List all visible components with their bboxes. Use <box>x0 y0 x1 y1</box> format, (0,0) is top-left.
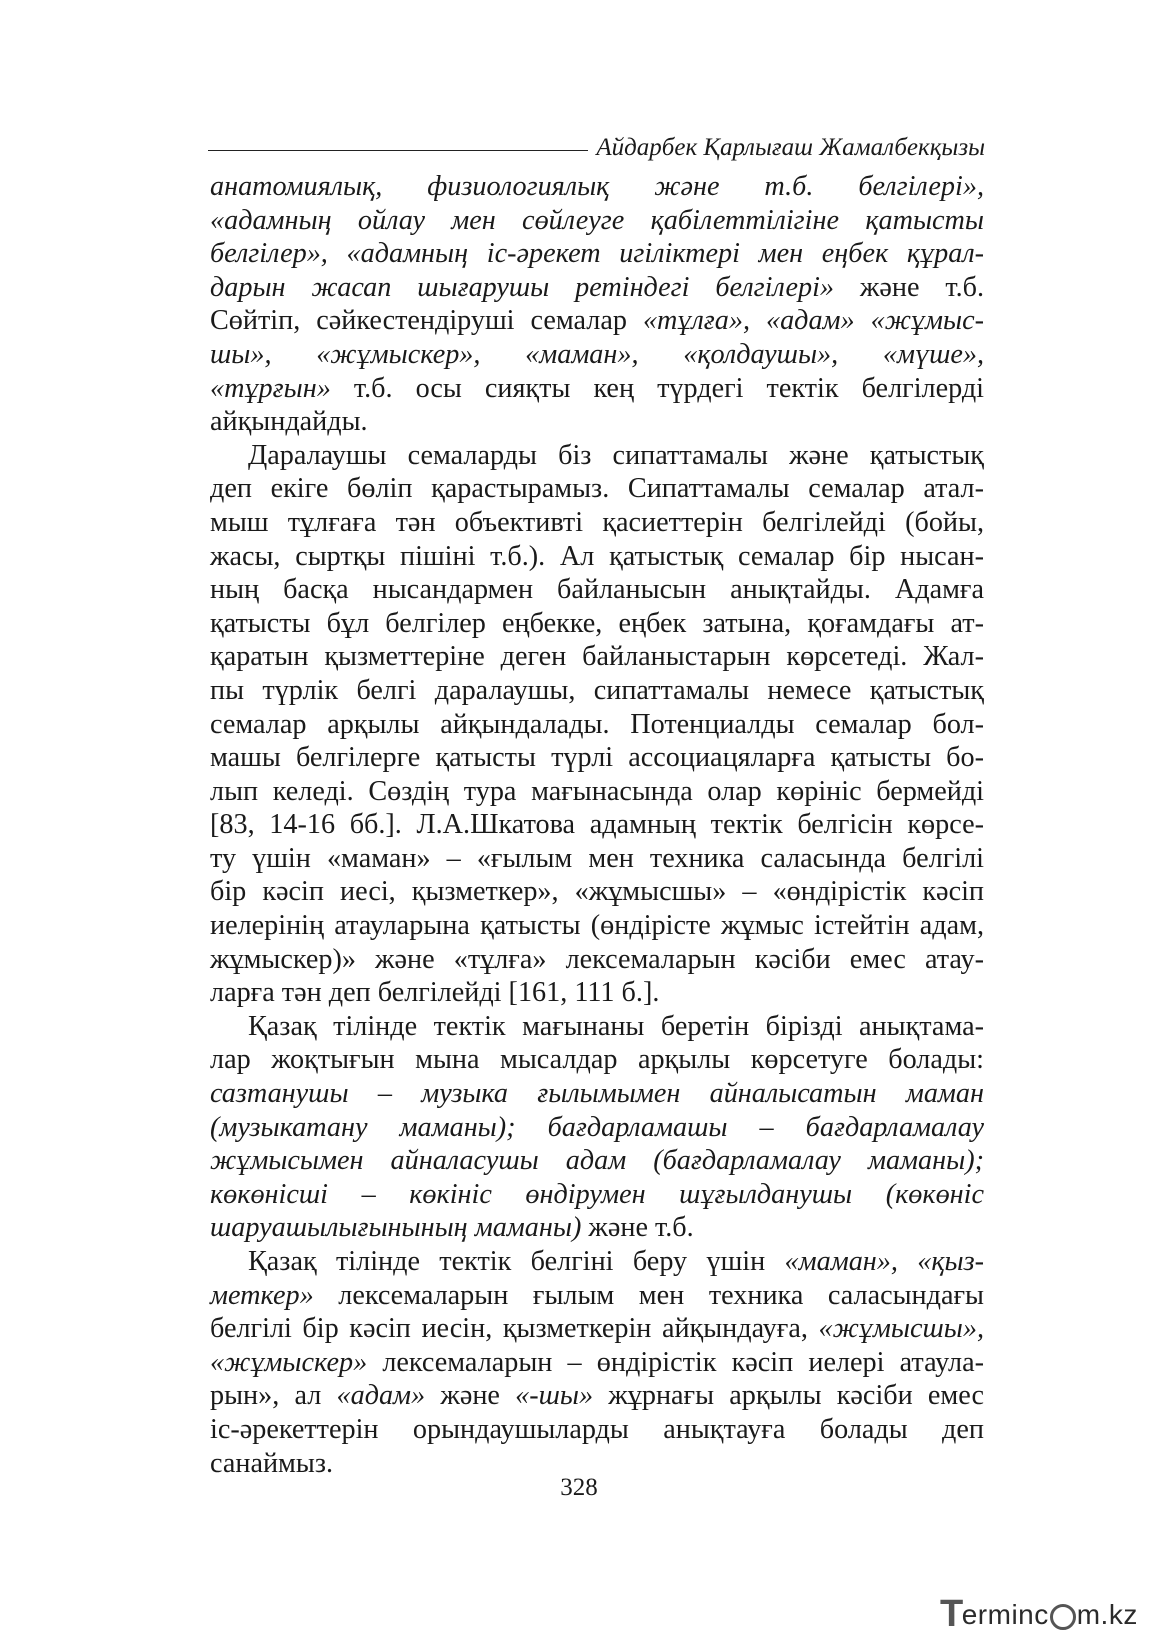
text-run: т.б. осы сияқты кең түрдегі тектік белгілерді <box>330 372 984 404</box>
italic-text: «тұрғын» <box>210 372 331 404</box>
italic-text: шы», «жұмыскер», «маман», «қолдаушы», «мүше», <box>210 338 984 370</box>
text-run: санаймыз. <box>210 1447 334 1479</box>
text-line <box>210 573 984 607</box>
watermark-letter-t: T <box>940 1593 964 1635</box>
text-run: лар жоқтығын мына мысалдар арқылы көрсетуге болады: <box>210 1044 984 1076</box>
watermark-text-middle: erminc <box>961 1598 1049 1630</box>
italic-text: анатомиялық, физиологиялық және т.б. белгілері», <box>210 171 984 202</box>
watermark-text-end: m.kz <box>1076 1598 1138 1630</box>
text-line <box>210 1010 984 1044</box>
running-header <box>208 134 985 162</box>
italic-text: сазтанушы – музыка ғылымымен айналысатын маман <box>210 1078 984 1110</box>
text-run: лексемаларын – өндірістік кәсіп иелері атаула- <box>367 1346 984 1378</box>
text-run: қатысты бұл белгілер еңбекке, еңбек затына, қоғамдағы ат- <box>210 607 984 639</box>
text-run: Қазақ тілінде тектік мағынаны беретін бірізді анықтама- <box>248 1010 984 1042</box>
italic-text: (музыкатану маманы); бағдарламашы – бағдарламалау <box>210 1111 984 1143</box>
text-line <box>210 943 984 977</box>
text-line <box>210 1211 984 1245</box>
text-run: ту үшін «маман» – «ғылым мен техника саласында белгілі <box>210 842 984 874</box>
text-run: айқындайды. <box>210 406 368 438</box>
paragraph-2 <box>210 439 984 1010</box>
text-run: жұмыскер)» және «тұлға» лексемаларын кәсіби емес атау- <box>210 943 984 975</box>
italic-text: белгілер», «адамның іс-әрекет игіліктері мен еңбек құрал- <box>210 238 984 270</box>
text-run: қаратын қызметтеріне деген байланыстарын көрсетеді. Жал- <box>210 641 984 673</box>
italic-text: «жұмыскер» <box>210 1346 368 1378</box>
text-line <box>210 1312 984 1346</box>
text-line <box>210 976 984 1010</box>
text-line <box>210 540 984 574</box>
page-number: 328 <box>560 1474 598 1501</box>
paragraph-1 <box>210 170 984 439</box>
text-line <box>210 204 984 238</box>
text-run: семалар арқылы айқындалады. Потенциалды семалар бол- <box>210 708 984 740</box>
text-run: мыш тұлғаға тән объективті қасиеттерін белгілейді (бойы, <box>210 506 984 538</box>
text-run: және т.б. <box>581 1212 694 1244</box>
text-line <box>210 472 984 506</box>
text-run: және т.б. <box>834 271 985 303</box>
text-run: жұрнағы арқылы кәсіби емес <box>593 1380 984 1412</box>
text-line <box>210 271 984 305</box>
italic-text: «жұмысшы», <box>818 1313 984 1345</box>
text-run: ның басқа нысандармен байланысын анықтайды. Адамға <box>210 574 984 606</box>
body-text <box>210 170 984 1480</box>
text-line <box>210 1379 984 1413</box>
text-run: машы белгілерге қатысты түрлі ассоциацяларға қатысты бо- <box>210 742 984 774</box>
paragraph-4 <box>210 1245 984 1480</box>
text-run: лып келеді. Сөздің тура мағынасында олар көрініс бермейді <box>210 775 984 807</box>
text-line <box>210 1043 984 1077</box>
text-line <box>210 1111 984 1145</box>
header-author: Айдарбек Қарлығаш Жамалбекқызы <box>596 134 985 161</box>
text-line <box>210 304 984 338</box>
text-run: деп екіге бөліп қарастырамыз. Сипаттамалы семалар атал- <box>210 473 984 505</box>
text-line <box>210 170 984 204</box>
text-line <box>210 640 984 674</box>
text-run: ларға тән деп белгілейді [161, 111 б.]. <box>210 977 660 1009</box>
text-run: рын», ал <box>210 1380 337 1412</box>
header-rule <box>208 150 588 151</box>
text-run: лексемаларын ғылым мен техника саласындағы <box>313 1279 984 1311</box>
text-run: Сөйтіп, сәйкестендіруші семалар <box>210 305 643 337</box>
text-line <box>210 1245 984 1279</box>
text-line <box>210 506 984 540</box>
paragraph-3 <box>210 1010 984 1245</box>
magnifier-icon <box>1050 1604 1076 1630</box>
italic-text: «-шы» <box>515 1380 594 1412</box>
text-line <box>210 1413 984 1447</box>
italic-text: жұмысымен айналасушы адам (бағдарламалау маманы); <box>210 1145 984 1177</box>
text-line <box>210 1279 984 1313</box>
text-run: жасы, сыртқы пішіні т.б.). Ал қатыстық семалар бір нысан- <box>210 540 984 572</box>
text-run: Қазақ тілінде тектік белгіні беру үшін <box>248 1246 785 1277</box>
text-run: [83, 14-16 бб.]. Л.А.Шкатова адамның тектік белгісін көрсе- <box>210 809 984 841</box>
text-line <box>210 808 984 842</box>
italic-text: «маман», «қыз- <box>784 1246 985 1277</box>
text-run: іс-әрекеттерін орындаушыларды анықтауға болады деп <box>210 1413 984 1445</box>
text-line <box>210 372 984 406</box>
text-line <box>210 237 984 271</box>
text-line <box>210 439 984 473</box>
text-line <box>210 674 984 708</box>
site-watermark-logo <box>940 1593 1138 1636</box>
text-line <box>210 708 984 742</box>
text-line <box>210 1144 984 1178</box>
text-line <box>210 875 984 909</box>
text-line <box>210 741 984 775</box>
text-run: және <box>425 1380 516 1412</box>
italic-text: «адамның ойлау мен сөйлеуге қабілеттілігіне қатысты <box>210 204 984 236</box>
italic-text: «тұлға», «адам» «жұмыс- <box>642 305 984 337</box>
italic-text: меткер» <box>210 1279 314 1311</box>
italic-text: көкөнісші – көкініс өндірумен шұғылданушы (көкөніс <box>210 1178 984 1210</box>
text-run: бір кәсіп иесі, қызметкер», «жұмысшы» – «өндірістік кәсіп <box>210 876 984 908</box>
text-line <box>210 405 984 439</box>
text-line <box>210 909 984 943</box>
text-run: иелерінің атауларына қатысты (өндірісте жұмыс істейтін адам, <box>210 910 984 942</box>
text-line <box>210 842 984 876</box>
text-run: Даралаушы семаларды біз сипаттамалы және қатыстық <box>248 439 984 471</box>
text-line <box>210 1077 984 1111</box>
text-run: белгілі бір кәсіп иесін, қызметкерін айқындауға, <box>210 1313 819 1345</box>
text-line <box>210 338 984 372</box>
italic-text: «адам» <box>336 1380 426 1412</box>
italic-text: дарын жасап шығарушы ретіндегі белгілері» <box>210 271 835 303</box>
text-line <box>210 1178 984 1212</box>
text-run: пы түрлік белгі даралаушы, сипаттамалы немесе қатыстық <box>210 674 984 706</box>
text-line <box>210 775 984 809</box>
text-line <box>210 607 984 641</box>
text-line <box>210 1346 984 1380</box>
italic-text: шаруашылығынының маманы) <box>210 1212 582 1244</box>
